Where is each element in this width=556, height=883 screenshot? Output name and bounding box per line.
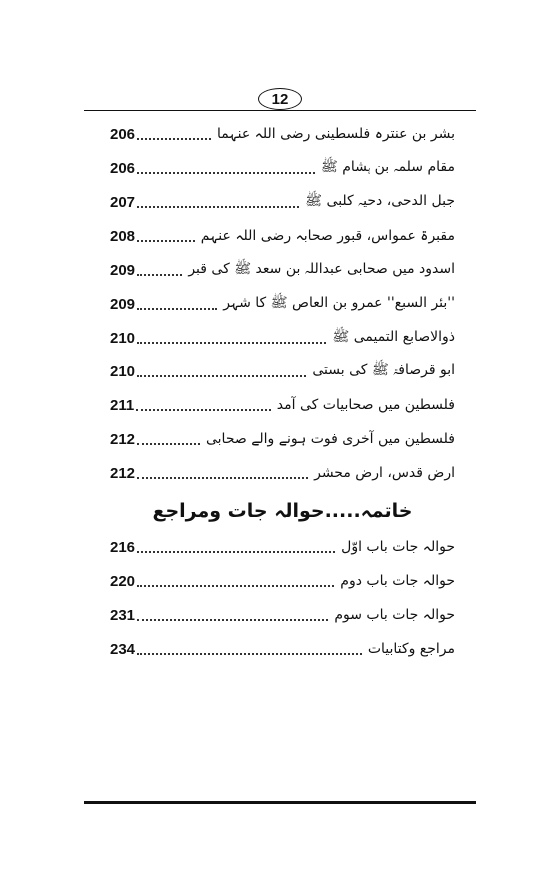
toc-entry-title: حوالہ جات باب دوم	[340, 573, 455, 589]
toc-entry[interactable]	[110, 568, 455, 594]
section-heading: خاتمہ.....حوالہ جات ومراجع	[152, 500, 413, 522]
toc-entry[interactable]	[110, 392, 455, 418]
toc-page-number: 209	[110, 295, 136, 313]
toc-entry[interactable]	[110, 223, 455, 249]
toc-entry[interactable]	[110, 291, 455, 317]
toc-page-number: 209	[110, 261, 136, 279]
toc-page-number: 211	[110, 396, 135, 414]
page-number-badge	[258, 88, 302, 110]
toc-page-number: 208	[110, 227, 136, 245]
toc-entry-title: ''بئر السبع'' عمرو بن العاص ﷺ کا شہر	[223, 295, 455, 311]
toc-leader-dots	[136, 409, 271, 411]
toc-entry-title: فلسطین میں صحابیات کی آمد	[276, 397, 455, 413]
toc-leader-dots	[137, 240, 195, 242]
toc-entry-title: مراجع وکتابیات	[367, 641, 455, 657]
toc-leader-dots	[137, 274, 182, 276]
toc-entry-title: حوالہ جات باب اوّل	[341, 539, 455, 555]
toc-entry-title: ابو قرصافۃ ﷺ کی بستی	[312, 362, 455, 378]
toc-page-number: 206	[110, 159, 136, 177]
toc-leader-dots	[137, 172, 315, 174]
toc-entry-title: مقام سلمہ بن ہشام ﷺ	[320, 159, 455, 175]
toc-leader-dots	[137, 443, 200, 445]
toc-entry[interactable]	[110, 257, 455, 283]
toc-page-number: 216	[110, 538, 136, 556]
toc-leader-dots	[137, 138, 211, 140]
toc-page-number: 210	[110, 329, 136, 347]
toc-entry-title: مقبرۃ عمواس، قبور صحابہ رضی اللہ عنہم	[200, 228, 455, 244]
toc-page-number: 206	[110, 125, 136, 143]
toc-entry[interactable]	[110, 426, 455, 452]
toc-entry-title: فلسطین میں آخری فوت ہونے والے صحابی	[205, 431, 455, 447]
toc-leader-dots	[137, 375, 306, 377]
toc-leader-dots	[137, 308, 217, 310]
toc-page-number: 234	[110, 640, 136, 658]
toc-leader-dots	[137, 477, 308, 479]
toc-entry[interactable]	[110, 602, 455, 628]
top-divider	[84, 110, 476, 111]
toc-entry[interactable]	[110, 460, 455, 486]
toc-entry[interactable]	[110, 121, 455, 147]
toc-entry[interactable]	[110, 636, 455, 662]
page-number: 12	[271, 90, 289, 108]
toc-page-number: 207	[110, 193, 136, 211]
toc-entry[interactable]	[110, 534, 455, 560]
toc-entry-title: ارض قدس، ارض محشر	[314, 465, 455, 481]
toc-leader-dots	[137, 551, 335, 553]
toc-entry-title: جبل الدحی، دحیہ کلبی ﷺ	[305, 193, 455, 209]
toc-leader-dots	[137, 653, 362, 655]
toc-entry-title: ذوالاصابع التمیمی ﷺ	[332, 329, 455, 345]
toc-page-number: 212	[110, 430, 136, 448]
toc-entry[interactable]	[110, 358, 455, 384]
toc-leader-dots	[137, 206, 299, 208]
bottom-divider	[84, 801, 476, 804]
toc-entry[interactable]	[110, 155, 455, 181]
toc-entry[interactable]	[110, 325, 455, 351]
toc-leader-dots	[137, 585, 334, 587]
toc-entry[interactable]	[110, 189, 455, 215]
toc-leader-dots	[137, 619, 328, 621]
toc-entry-title: اسدود میں صحابی عبداللہ بن سعد ﷺ کی قبر	[188, 261, 455, 277]
toc-page-number: 212	[110, 464, 136, 482]
toc-entry-title: حوالہ جات باب سوم	[334, 607, 455, 623]
toc-entry-title: بشر بن عنترہ فلسطینی رضی اللہ عنہما	[217, 126, 455, 142]
toc-leader-dots	[137, 342, 326, 344]
toc-page-number: 231	[110, 606, 136, 624]
toc-page-number: 210	[110, 362, 136, 380]
toc-page-number: 220	[110, 572, 136, 590]
